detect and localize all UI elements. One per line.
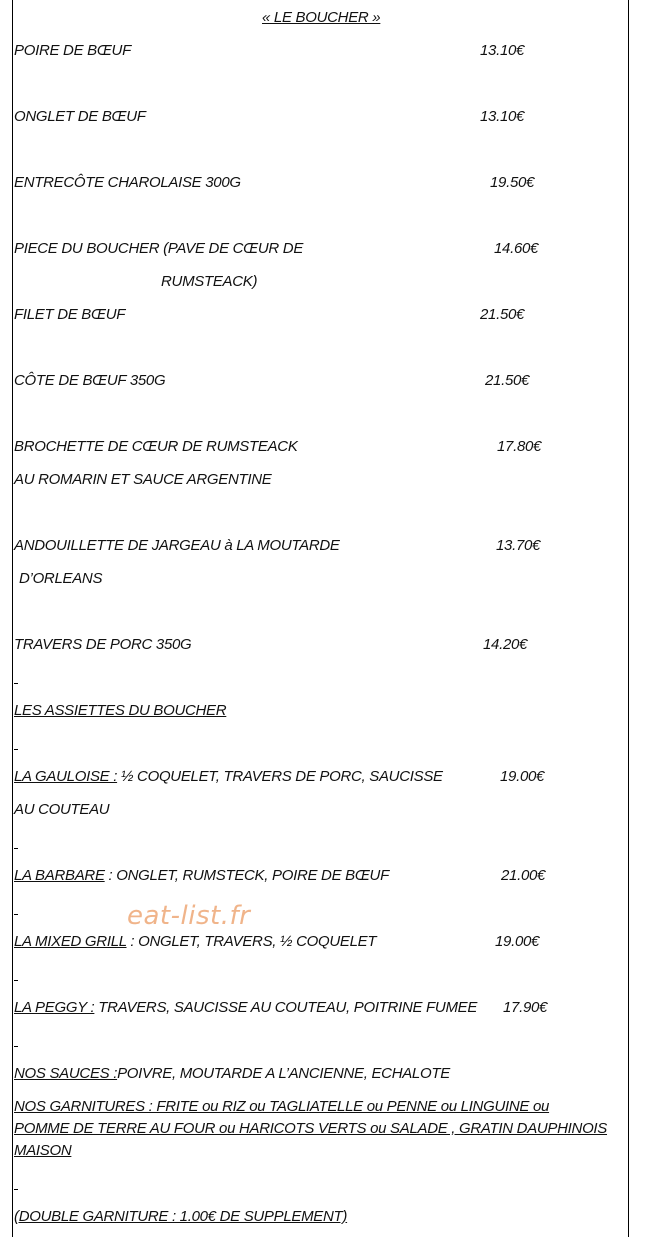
assiettes-heading: LES ASSIETTES DU BOUCHER	[14, 702, 227, 719]
page-border-right	[628, 0, 629, 1237]
line-marker	[14, 749, 18, 750]
item-name: POIRE DE BŒUF	[14, 42, 131, 59]
item-name: ANDOUILLETTE DE JARGEAU à LA MOUTARDE	[14, 537, 340, 554]
item-name: FILET DE BŒUF	[14, 306, 126, 323]
item-price: 21.50€	[480, 306, 525, 323]
assiette-label: LA PEGGY :	[14, 999, 95, 1016]
garnitures-line: NOS GARNITURES : FRITE ou RIZ ou TAGLIATELLE ou PENNE ou LINGUINE ou	[14, 1098, 550, 1115]
item-name: BROCHETTE DE CŒUR DE RUMSTEACK	[14, 438, 298, 455]
assiette-entry	[14, 999, 477, 1017]
line-marker	[14, 848, 18, 849]
line-marker	[14, 1189, 18, 1190]
page-border-left	[12, 0, 13, 1237]
watermark: eat-list.fr	[127, 901, 251, 931]
item-price: 14.20€	[483, 636, 528, 653]
garnitures-line: POMME DE TERRE AU FOUR ou HARICOTS VERTS ou SALADE , GRATIN DAUPHINOIS	[14, 1120, 608, 1137]
item-name: CÔTE DE BŒUF 350G	[14, 372, 166, 389]
line-marker	[14, 1046, 18, 1047]
sauces-line	[14, 1065, 450, 1083]
assiette-label: LA MIXED GRILL	[14, 933, 127, 950]
assiette-desc: TRAVERS, SAUCISSE AU COUTEAU, POITRINE FUMEE	[94, 999, 478, 1016]
item-name-continued: D’ORLEANS	[19, 570, 103, 587]
assiette-desc: : ONGLET, TRAVERS, ½ COQUELET	[126, 933, 377, 950]
item-price: 13.10€	[480, 42, 525, 59]
sauces-text: POIVRE, MOUTARDE A L’ANCIENNE, ECHALOTE	[117, 1065, 450, 1082]
assiette-label: LA GAULOISE :	[14, 768, 118, 785]
item-name-continued: AU ROMARIN ET SAUCE ARGENTINE	[14, 471, 272, 488]
item-price: 13.70€	[496, 537, 541, 554]
assiette-price: 19.00€	[495, 933, 540, 950]
assiette-label: LA BARBARE	[14, 867, 105, 884]
item-name-continued: RUMSTEACK)	[161, 273, 258, 290]
line-marker	[14, 683, 18, 684]
item-price: 13.10€	[480, 108, 525, 125]
sauces-label: NOS SAUCES :	[14, 1065, 118, 1082]
assiette-desc-continued: AU COUTEAU	[14, 801, 110, 818]
item-price: 21.50€	[485, 372, 530, 389]
assiette-entry	[14, 933, 376, 951]
item-name: ENTRECÔTE CHAROLAISE 300G	[14, 174, 241, 191]
item-price: 19.50€	[490, 174, 535, 191]
menu-title: « LE BOUCHER »	[262, 9, 381, 26]
item-price: 17.80€	[497, 438, 542, 455]
assiette-entry	[14, 768, 443, 786]
assiette-price: 17.90€	[503, 999, 548, 1016]
item-name: ONGLET DE BŒUF	[14, 108, 146, 125]
assiette-desc: : ONGLET, RUMSTECK, POIRE DE BŒUF	[104, 867, 389, 884]
assiette-entry	[14, 867, 389, 885]
item-price: 14.60€	[494, 240, 539, 257]
assiette-price: 21.00€	[501, 867, 546, 884]
line-marker	[14, 980, 18, 981]
item-name: PIECE DU BOUCHER (PAVE DE CŒUR DE	[14, 240, 304, 257]
line-marker	[14, 914, 18, 915]
garnitures-line: MAISON	[14, 1142, 72, 1159]
item-name: TRAVERS DE PORC 350G	[14, 636, 192, 653]
double-garniture-note: (DOUBLE GARNITURE : 1.00€ DE SUPPLEMENT)	[14, 1208, 348, 1225]
assiette-price: 19.00€	[500, 768, 545, 785]
assiette-desc: ½ COQUELET, TRAVERS DE PORC, SAUCISSE	[117, 768, 443, 785]
